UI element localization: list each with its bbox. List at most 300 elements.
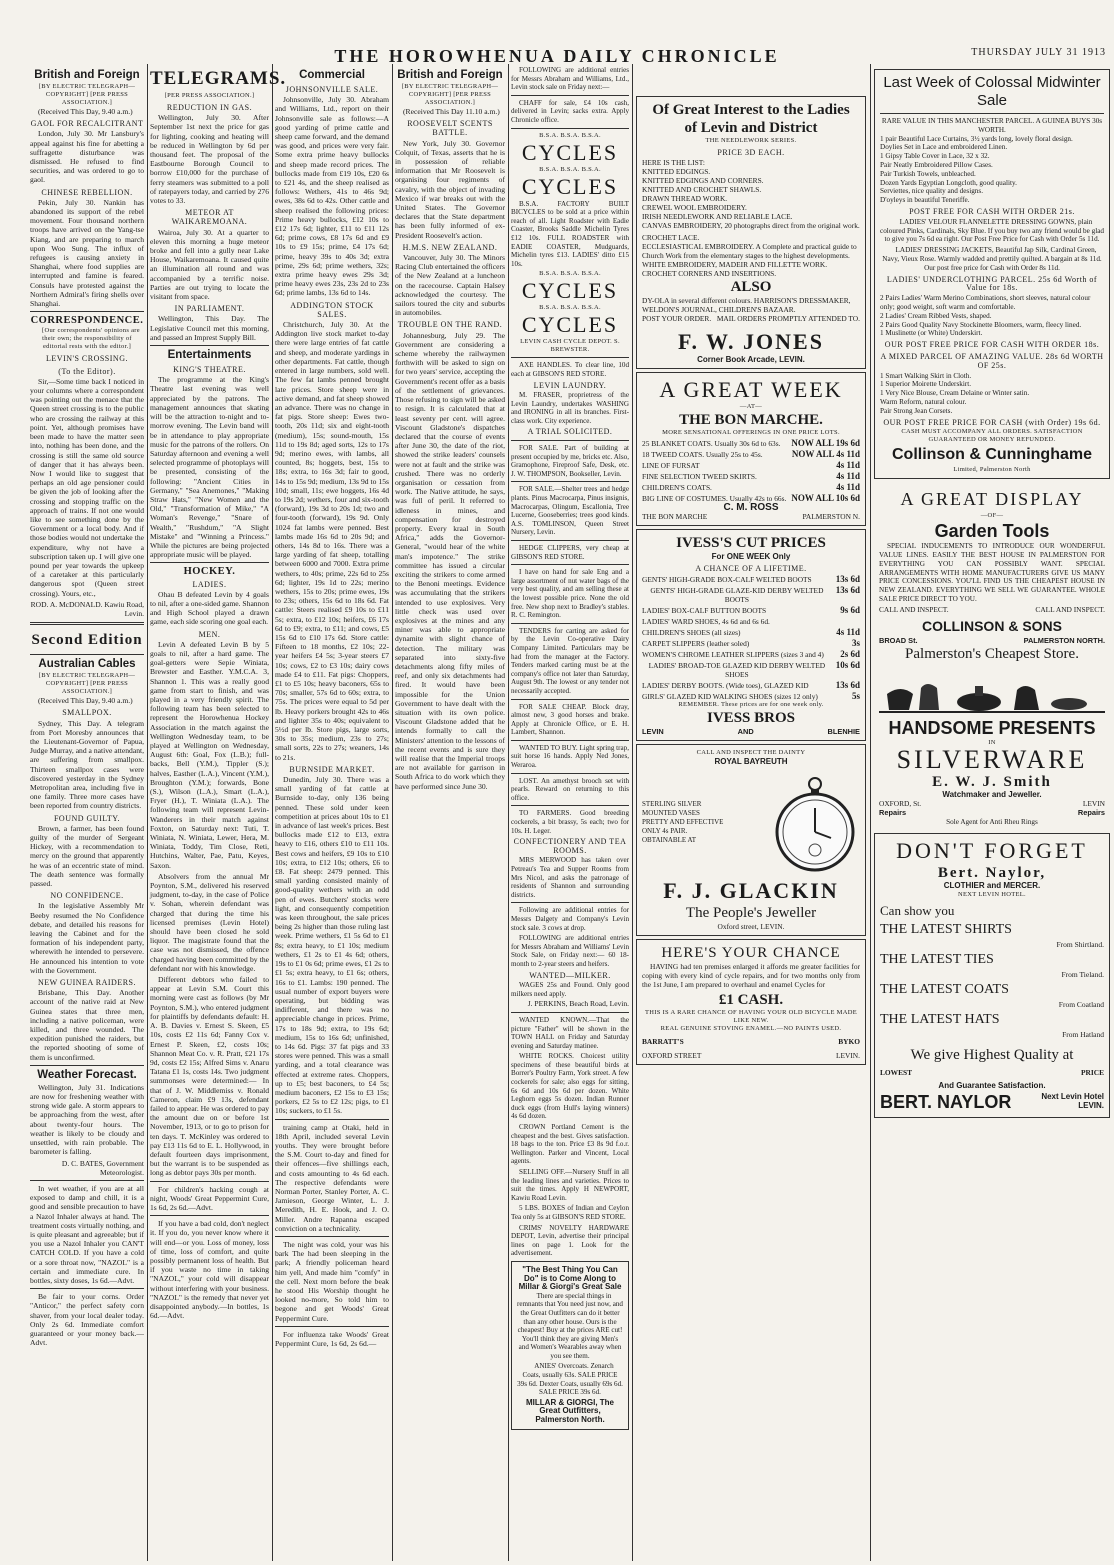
list-item: IRISH NEEDLEWORK AND RELIABLE LACE.	[642, 212, 793, 221]
price-row-price: 4s 11d	[836, 471, 860, 481]
bsa-banner: B.S.A. B.S.A. B.S.A.	[539, 165, 601, 173]
pocket-watch-illustration	[770, 772, 860, 872]
parcel-list	[880, 135, 1104, 205]
divider	[511, 95, 629, 96]
ad-tagline: A TRIAL SOLICITED.	[527, 427, 613, 437]
advertiser-town: LEVIN.	[835, 1051, 860, 1060]
price-row	[642, 628, 860, 637]
ad-service: Repairs	[879, 807, 907, 817]
advertiser-address: OXFORD, St.	[879, 799, 922, 809]
ad-note: OBTAINABLE AT	[642, 835, 697, 844]
ad-body: ANIES' Overcoats. Zenarch Coats, usually 63s. SALE PRICE 39s 6d. Dexter Coats, usually 69s 6d. SALE PRICE 39s 6d.	[517, 1362, 623, 1397]
article-body: Brown, a farmer, has been found guilty of the murder of Sergeant Hickey, with a recommendation to mercy on the ground that apparently he was of an eccentric state of mind. The death sentence was formally passed.	[30, 823, 144, 889]
advertiser-address: NEXT LEVIN HOTEL.	[958, 891, 1026, 899]
article-heading: NO CONFIDENCE.	[50, 891, 124, 901]
letter-body: Sir,—Some time back I noticed in your columns where a correspondent was pointing out the menace that the Queen street crossing is to the public who are crossing the railway at this point. Yet, although promises have been made to have the matter seen into, nothing has been done, and the crossing is still the same old source of danger that it has always been. Now I would like to suggest that perhaps an old age pensioner could be given the job of looking after the crossing and stopping traffic on the approach of trains. If not one would like to see something done by the Government or a local body. And if those bodies would not undertake the expenditure, why not have a subscription taken up. I will give one pound per year towards the upkeep of a caretaker at this particularly dangerous spot (Queen street crossing). Yours, etc.,	[30, 376, 144, 598]
ad-heading: CONFECTIONERY AND TEA ROOMS.	[513, 837, 627, 855]
masthead	[0, 0, 1114, 64]
classified-ad: FOR SALE CHEAP. Block dray, almost new, 3 good horses and brake. Apply at Chronicle Office, or E. H. Lambert, Shannon.	[511, 702, 629, 737]
price-row	[642, 586, 860, 604]
divider	[511, 440, 629, 441]
article-body: Pekin, July 30. Nankin has abandoned its support of the rebel movement. Four thousand northern troops have arrived on the Yang-tse Kiang, and are preparing to march upon Woo Sung. The influx of refugees is causing anxiety in Shanghai, where food supplies are interrupted and famine is feared. Consuls have protested against the Northern Admiral's firing shells over Shanghai.	[30, 197, 144, 309]
ad-subheading: THE NEEDLEWORK SERIES.	[705, 137, 797, 144]
classified-ad: FOLLOWING are additional entries for Messrs Abraham and Williams, Ltd., Levin stock sale on Friday next:—	[511, 66, 629, 92]
ad-subheading: MORE SENSATIONAL OFFERINGS IN ONE PRICE LOTS.	[662, 429, 840, 436]
price-row-item: 25 BLANKET COATS. Usually 30s 6d to 63s.	[642, 439, 781, 448]
article-body: New York, July 30. Governor Colquit, of Texas, asserts that he is in possession of reliable information that Mr Roosevelt is organising four regiments of cavalry, with the object of invading Mexico if war breaks out with the United States. The Governor declares that the State department has been fully informed of ex-President Roosevelt's action.	[395, 138, 505, 240]
divider	[511, 128, 629, 129]
millar-giorgi-ad	[511, 1261, 629, 1430]
column-2	[150, 66, 287, 1559]
classified-ad: I have on hand for sale Eng and a large assortment of nut water bags of the very best quality, and am selling these at the lowest possible price. None the old free. New shop next to Bradley's stables. R. C. Remington.	[511, 568, 629, 620]
collinson-sale-ad	[874, 69, 1110, 479]
ad-item: THE LATEST HATS	[880, 1012, 1000, 1028]
advertiser-town: PALMERSTON NORTH.	[1023, 635, 1105, 645]
article-heading: SMALLPOX.	[62, 708, 112, 718]
divider	[275, 1326, 389, 1327]
divider	[511, 740, 629, 741]
ad-heading: LEVIN LAUNDRY.	[533, 380, 607, 390]
price-row	[642, 639, 860, 648]
price-row-item: WOMEN'S CHROME LEATHER SLIPPERS (sizes 3 and 4)	[642, 650, 824, 659]
article-heading: REDUCTION IN GAS.	[166, 103, 253, 112]
editorial-note: [Our correspondents' opinions are their own; the responsibility of editorial rests with the editor.]	[42, 327, 140, 351]
article-body: Wairoa, July 30. At a quarter to eleven this morning a huge meteor broke and fell into a gully near Lake House, Waikaremoana. It caused quite an illumination all round and was accompanied by a terrific noise. Parties are out trying to locate the visitant from space.	[150, 227, 269, 302]
price-row-price: 2s 6d	[840, 649, 860, 659]
price-row-item: GIRLS' GLAZED KID WALKING SHOES (sizes 12 only)	[642, 692, 818, 701]
article-body: Johnsonville, July 30. Abraham and Williams, Ltd., report on their Johnsonville sale as follows:—A good yarding of prime cattle and sheep came forward, and the demand was good, and prices were very fair. Some extra prime heavy bullocks and sheep made record prices. The bullocks made from £19 10s, £20 6s to £21 4s, and the sheep realised as follows: Wethers, 41s to 46s 9d; ewes, 38s 6d to 42s. Other cattle and sheep realised the following prices: Prime heavy bullocks, £12 10s to £12 17s 6d; lighter, £11 to £11 12s 6d; prime cows, £8 17s 6d and £9 10s to £9 15s; prime, £4 17s 6d; prime, heavy 39s to 40s 3d; extra prime, 29s 6d; prime wethers, 32s; extra prime heavy ewes 29s 3d; prime heavy ewes 23s, 23s 2d to 23s 6d; prime lambs, 13s 6d to 14s.	[275, 95, 389, 298]
ad-body: PRICE	[1081, 1068, 1104, 1078]
ad-subheading: A MIXED PARCEL OF AMAZING VALUE. 28s 6d WORTH OF 25s.	[880, 351, 1104, 370]
column-rule	[870, 64, 871, 1561]
article-body: Ohau B defeated Levin by 4 goals to nil, after a one-sided game. Shannon and High School played a drawn game, each side scoring one goal each.	[150, 589, 269, 627]
classified-ad: MRS MERWOOD has taken over Petreau's Tea and Supper Rooms from Mrs Nicol, and asks the patronage of residents of Shannon and surrounding districts.	[511, 856, 629, 899]
silverware-illustration	[879, 674, 1105, 714]
price-row-item: 18 TWEED COATS. Usually 25s to 45s.	[642, 450, 763, 459]
ad-price: OUR POST FREE PRICE FOR CASH (with Order) 19s 6d.	[883, 417, 1101, 427]
ad-price: POST FREE FOR CASH WITH ORDER 21s.	[909, 206, 1075, 216]
ad-heading: A GREAT WEEK	[659, 377, 843, 402]
classified-ad: FOR SALE. Part of building at present occupied by me, bricks etc. Also, Gramophone, Fireproof Safe, Desk, etc. J. W. THOMPSON, Bookseller, Levin.	[511, 444, 629, 478]
divider	[511, 699, 629, 700]
parcel-list	[880, 294, 1104, 338]
ad-subheading: —OF—	[980, 512, 1004, 520]
list-item: Pair Strong Jean Corsets.	[880, 406, 953, 415]
advertiser-name: F. W. JONES	[678, 329, 824, 354]
price-row-price: 10s 6d	[835, 660, 860, 670]
article-heading: NEW GUINEA RAIDERS.	[37, 978, 136, 988]
section-heading: CORRESPONDENCE.	[30, 315, 144, 327]
price-row	[642, 661, 860, 679]
article-heading: METEOR AT WAIKAREMOANA.	[171, 208, 248, 227]
ad-note: REAL GENUINE STOVING ENAMEL.—NO PAINTS USED.	[660, 1025, 842, 1032]
ad-subheading: A CHANCE OF A LIFETIME.	[695, 564, 807, 573]
advertiser-name: Bert. Naylor,	[937, 865, 1047, 882]
bicycle-ad: B.S.A. FACTORY BUILT BICYCLES to be sold at a price within reach of all. Light Roadster with Eadie Coaster, Brooks Saddle Michelin Tyres £12 10s. FULL ROADSTER with EADIE COASTER, Mudguards, Michelin tyres £13. LADIES' ditto £15 10s.	[511, 199, 629, 268]
column-4	[395, 66, 505, 1559]
advertiser-name: C. M. ROSS	[723, 502, 779, 513]
classified-ad: HEDGE CLIPPERS, very cheap at GIBSON'S RED STORE.	[511, 544, 629, 561]
column-7-display-ads	[874, 66, 1110, 1559]
list-item: Pair Neatly Embroidered Pillow Cases.	[880, 160, 993, 169]
section-heading: Entertainments	[167, 349, 252, 362]
ad-price: £1 CASH.	[718, 992, 784, 1008]
price-row-item: LADIES' DERBY BOOTS. (Wide toes), GLAZED KID	[642, 681, 809, 690]
ad-heading: Of Great Interest to the Ladies	[652, 102, 850, 118]
ad-item-source: From Coatland	[1058, 1000, 1104, 1010]
list-item: 1 Muslinette (or White) Underskirt.	[880, 329, 983, 338]
price-row	[642, 483, 860, 492]
byline: [PER PRESS ASSOCIATION.]	[164, 92, 255, 99]
classified-ad: FOLLOWING are additional entries for Messrs Abraham and Williams' Levin Stock Sale, on Friday next:— 60 18-month to 2-year steers and heifers.	[511, 934, 629, 968]
ad-heading: A GREAT DISPLAY	[900, 489, 1084, 510]
divider	[511, 902, 629, 903]
section-heading: TELEGRAMS.	[150, 68, 287, 89]
price-row-price: NOW ALL 19s 6d	[791, 438, 860, 448]
section-heading: HOCKEY.	[183, 566, 236, 578]
ad-footer: PALMERSTON N.	[802, 512, 860, 521]
article-body: Christchurch, July 30. At the Addington live stock market to-day there were large entries of fat cattle and sheep, and moderate yardings in other departments. Fat cattle, though entered in large numbers, sold well. The few fat lambs penned brought late prices. Store sheep were in active demand, and fat sheep showed an advance. There was no change in fat pigs. Store sheep: Ewes two-tooth, 20s 11d; six and eight-tooth (medium), 15s; sound-mouth, 15s 11d to 19s 8d; aged sorts, 12s to 17s 9d; merino ewes, with lambs, all counted, 8s; hoggets, best, 15s to 18s; extra, to 16s 3d; fair to good, 14s to 15s 9d; medium, 13s 9d to 15s 10d; small, 11s; ewe hoggets, 16s 4d to 19s 2d; wethers, four and six-tooth (forward), 19s 3d to 20s 1d; two and four-tooth (forward), 19s 9d. Only 1024 fat lambs were penned. Best lambs made 16s 6d to 20s 9d; and others, 14s 8d to 16s. There was a large yarding of fat sheep, totalling between 6000 and 7000. Extra prime wethers, to 40s; prime, 22s 6d to 25s 6d; lighter, 19s 1d to 22s; merino wethers, 15s to 20s; prime ewes, 19s to 23s; others, 15s 6d to 18s 6d. Fat cattle: Steers realised £9 10s to £11 5s; extra, to £12 10s; heifers, £6 17s 6d to £9; extra, to £11; and cows, £5 15s 6d to £10 17s 6d. Store cattle: Fifteen to 18 months, £2 10s; 22-year heifers £4 5s; 3-year steers £7 10s; cows, £2 to £3 10s; dairy cows made £4 to £11. Fat pigs: Choppers, £1 to £5 10s; heavy baconers, 65s to 70s; smaller, 57s 6d to 60s; extra, to 75s. The prices were equal to 5d per lb. Heavy porkers brought 42s to 46s and lighter 35s to 40s; equivalent to 5½d per lb. Store pigs, large sorts, 30s to 35s; medium, 23s to 27s; small sorts, 22s to 27s; weaners, 14s to 21s.	[275, 320, 389, 762]
ad-body: LADIES' VELOUR FLANNELETTE DRESSING GOWNS, plain coloured Pinks, Cardinals, Sky Blue. If you buy two any friend would be glad to give you 7s 6d ea right. Our Post Free Price for Cash with Order 5s 11d.	[880, 217, 1104, 244]
bsa-banner: B.S.A. B.S.A. B.S.A.	[539, 131, 601, 139]
list-item: Doylies Set in Lace and embroidered Linen.	[880, 143, 1008, 152]
article-heading: LEVIN'S CROSSING.	[46, 354, 128, 364]
column-rule	[508, 64, 509, 1561]
ad-item-source: From Tieland.	[1061, 970, 1104, 980]
advertiser-name: J. PERKINS, Beach Road, Levin.	[527, 999, 629, 1009]
classified-ad: WHITE ROCKS. Choicest utility specimens of these beautiful birds at Borrer's Poultry Farm, York street. A few cockerels for sale; also eggs for sitting, 6s 6d and 10s 6d per dozen. White Leghorn eggs 5s dozen. Indian Runner duck eggs (from Hull's laying winners) 4s 6d dozen.	[511, 1052, 629, 1121]
ad-subheading: For ONE WEEK Only	[711, 552, 791, 561]
price-row-item: LADIES' WARD SHOES, 4s 6d and 6s 6d.	[642, 617, 770, 626]
price-row	[642, 575, 860, 584]
advertiser-brand: BYKO	[838, 1037, 860, 1046]
column-rule	[272, 64, 273, 1561]
ad-note: Sole Agent for Anti Rheu Rings	[946, 817, 1038, 826]
advertisement-text: Be fair to your corns. Order "Anticor," the perfect safety corn shaver, from your local dealer today. Only 2s 6d. Immediate comfort guaranteed or your money back.—Advt.	[30, 1292, 144, 1348]
price-row-price: 5s	[851, 691, 860, 701]
ivess-ad	[636, 529, 866, 741]
bon-marche-items	[642, 439, 860, 503]
ad-item: MOUNTED VASES	[642, 808, 700, 817]
list-item: Serviettes, nice quality and designs.	[880, 187, 983, 196]
ad-body: SPECIAL INDUCEMENTS TO INTRODUCE OUR WONDERFUL VALUE LINES. EASILY THE BEST HOUSE IN PALMERSTON FOR EVERYTHING YOU CAN POSSIBLY WANT. SPECIAL ARRANGEMENTS WITH HOME MANUFACTURERS GIVE US MANY PRICE CONCESSIONS. YOU'LL FIND US THE CHEAPEST HOUSE IN NEW ZEALAND. EVERYTHING WE SELL WE GUARANTEE. WHOLE SALE PRICE DIRECT TO YOU.	[879, 542, 1105, 604]
column-1	[30, 66, 144, 1559]
divider	[30, 1065, 144, 1066]
ad-heading: SILVERWARE	[896, 745, 1088, 775]
ad-heading: WANTED—MILKER.	[529, 970, 611, 980]
ad-location: BLENHIE	[827, 727, 860, 736]
list-heading: HERE IS THE LIST:	[642, 158, 705, 167]
classified-ad: CHAFF for sale, £4 10s cash, delivered in Levin; sacks extra. Apply Chronicle office.	[511, 98, 629, 124]
forecast-signature: D. C. BATES, Government Meteorologist.	[61, 1158, 144, 1177]
article-subheading: (To the Editor).	[58, 366, 116, 376]
needlework-list	[642, 158, 860, 278]
price-row-price: 9s 6d	[840, 605, 860, 615]
advertisement-text: In wet weather, if you are at all exposed to damp and chill, it is a good and sensible precaution to have a Nazol Inhaler always at hand. The treatment costs virtually nothing, and is quite pleasant and agreeable; but if you use a Nazol Inhaler you CAN'T CATCH COLD. If you have a cold or a sore throat now, "NAZOL" is a certain and immediate cure. In bottles, sixty doses, 1s 6d.—Advt.	[30, 1183, 144, 1285]
garden-tools-ad	[874, 482, 1110, 667]
classified-ad: WAGES 25s and Found. Only good milkers need apply.	[511, 981, 629, 998]
list-item: CREWEL WOOL EMBROIDERY.	[642, 203, 747, 212]
ad-heading: THE BON MARCHE.	[679, 412, 823, 428]
advertiser-tagline: The People's Jeweller	[685, 905, 817, 921]
column-6-display-ads	[636, 66, 866, 1559]
list-item: 2 Ladies' Cream Ribbed Vests, shaped.	[880, 311, 992, 320]
price-row-item: BIG LINE OF COSTUMES. Usually 42s to 66s.	[642, 494, 787, 503]
divider	[30, 311, 144, 312]
section-heading: Commercial	[299, 69, 365, 81]
price-row-item: CHILDREN'S COATS.	[642, 483, 712, 492]
divider	[150, 345, 269, 346]
advertiser-address: BROAD St.	[879, 635, 918, 645]
divider	[30, 1288, 144, 1289]
ad-item-source: From Hatland	[1062, 1030, 1104, 1040]
letter-signature: ROD. A. McDONALD. Kawiu Road, Levin.	[30, 599, 144, 618]
advertiser-town: LEVIN.	[1078, 1101, 1104, 1111]
section-heading: Weather Forecast.	[37, 1068, 137, 1081]
column-3	[275, 66, 389, 1559]
price-row-item: GENTS' HIGH-GRADE GLAZE-KID DERBY WELTED BOOTS	[650, 586, 824, 604]
ad-item: THE LATEST SHIRTS	[880, 922, 1012, 938]
advertisement-text: For influenza take Woods' Great Peppermint Cure, 1s 6d, 2s 6d.—	[275, 1329, 389, 1349]
price-row-price: 3s	[851, 638, 860, 648]
naylor-ad	[874, 833, 1110, 1118]
cycles-heading: CYCLES	[521, 173, 619, 199]
ad-note: THIS IS A RARE CHANCE OF HAVING YOUR OLD BICYCLE MADE LIKE NEW.	[645, 1009, 857, 1024]
divider	[30, 622, 144, 625]
divider	[511, 805, 629, 806]
barratt-ad	[636, 939, 866, 1065]
classified-ad: FOR SALE.—Shelter trees and hedge plants. Pinus Macrocarpa, Pinus insignis, Macrocarpas, Olingum, Escallonia, Tree Lucerne, Gooseberries; trees good kinds. A.S. TOMLINSON, Queen Street Nursery, Levin.	[511, 485, 629, 537]
newspaper-title: THE HOROWHENUA DAILY CHRONICLE	[334, 46, 780, 66]
price-row	[642, 439, 860, 448]
article-heading: TROUBLE ON THE RAND.	[397, 320, 503, 330]
ad-price: ONLY 4s PAIR.	[642, 826, 688, 835]
price-row-price: 4s 11d	[836, 460, 860, 470]
price-row-price: 13s 6d	[835, 585, 860, 595]
list-item: WHITE EMBROIDERY, MADEIR AND FILLETTE WORK.	[642, 260, 828, 269]
article-body: The programme at the King's Theatre last evening was well appreciated by the patrons. The management announces that skating will be the attraction to-night and to-morrow evening. The Levin band will be in attendance to play appropriate music for the patrons of the rollers. On Saturday afternoon and evening a well selected programme of photoplays will be presented, consisting of the following: "Ancient Cities in Germany," "Sea Anemones," "Making Straw Hats," "New Women and the Old," "Transformation of Mike," "A Woman's Revenge," "Snare of Wealth," "Rushdum," "A Slight Mistake" and "Winning a Princess." While the pictures are being projected appropriate music will be played.	[150, 375, 269, 560]
classified-ad: CRIMS' NOVELTY HARDWARE DEPOT, Levin, advertise their principal lines on page 1. Look for the advertisement.	[511, 1223, 629, 1258]
price-row-item: CARPET SLIPPERS (leather soled)	[642, 639, 750, 648]
bsa-banner: B.S.A. B.S.A. B.S.A.	[539, 304, 601, 312]
section-heading: Australian Cables	[38, 658, 136, 671]
cycles-heading: CYCLES	[521, 278, 619, 304]
ad-heading: DON'T FORGET	[896, 838, 1088, 864]
classified-ad: CROWN Portland Cement is the cheapest and the best. Gives satisfaction. 18 bags to the ton. Price £3 8s 9d f.o.r. Wellington. Parker and Vincent, Local agents.	[511, 1123, 629, 1166]
ad-heading: ALSO	[730, 279, 772, 295]
article-body: London, July 30. Mr Lansbury's appeal against his fine for abetting a suffragette disturbance was dismissed. He refused to find securities, and was ordered to go to gaol.	[30, 129, 144, 185]
ad-item: STERLING SILVER	[642, 799, 702, 808]
ad-subheading: —AT—	[739, 403, 763, 410]
price-row	[642, 617, 860, 626]
price-row	[642, 692, 860, 701]
ad-heading: IVESS'S CUT PRICES	[676, 535, 826, 551]
ad-heading: of Levin and District	[684, 120, 818, 136]
list-item: D'oyleys in beautiful Teneriffe.	[880, 196, 970, 205]
divider	[511, 623, 629, 624]
ad-body: LOWEST	[880, 1068, 913, 1078]
column-5-classifieds	[511, 66, 629, 1559]
price-row-item: GENTS' HIGH-GRADE BOX-CALF WELTED BOOTS	[642, 575, 812, 584]
ad-price: PRICE 3D EACH.	[717, 148, 785, 157]
ad-heading: Sale	[976, 92, 1008, 109]
article-body: Vancouver, July 30. The Minors Racing Club entertained the officers of the New Zealand at a luncheon on the racecourse. Captain Halsey acknowledged the courtesy. The sailors toured the city and suburbs in automobiles.	[395, 253, 505, 318]
article-heading: BURNSIDE MARKET.	[289, 764, 375, 774]
classified-ad: 5 LBS. BOXES of Indian and Ceylon Tea only 5s at GIBSON'S RED STORE.	[511, 1204, 629, 1221]
cycles-heading: CYCLES	[521, 312, 619, 338]
ad-price: OUR POST FREE PRICE FOR CASH WITH ORDER 18s.	[884, 340, 1100, 350]
byline: [BY ELECTRIC TELEGRAPH—COPYRIGHT] [PER PRESS ASSOCIATION.]	[401, 83, 499, 106]
list-item: KNITTED AND CROCHET SHAWLS.	[642, 185, 762, 194]
smith-silverware-ad	[874, 670, 1110, 830]
ad-body: LADIES' DRESSING JACKETS, Beautiful Jap Silk, Cardinal Green, Navy, Vieux Rose. Warmly wadded and prettily quilted. A bargain at 8s 11d. Our post free price for Cash with Order 8s 11d.	[882, 246, 1102, 272]
glackin-ad	[636, 744, 866, 936]
received-note: (Received This Day, 9.40 a.m.)	[38, 107, 133, 116]
ad-subheading: RARE VALUE IN THIS MANCHESTER PARCEL. A GUINEA BUYS 30s WORTH.	[881, 117, 1103, 134]
classified-ad: Following are additional entries for Messrs Dalgety and Company's Levin stock sale. 3 cows at drop.	[511, 906, 629, 932]
ad-note: CALL AND INSPECT.	[1035, 604, 1105, 614]
article-body: Dunedin, July 30. There was a small yarding of fat cattle at Burnside to-day, only 136 being penned. These sold under keen competition at prices about 10s to £1 in advance of last week's prices. Best bullocks made £12 to £13, extra heavy to £16, others £10 to £11 10s. Best cows and heifers, £9 10s to £10 10s; extra, to £12 10s; others, £6 to £8. Fat sheep: 2479 penned. This small yarding consisted mainly of good-quality wethers with an odd pen of ewes. Butchers' stocks were light, and consequently competition was keen throughout, the sale prices being 2s higher than those ruling last week. Prime wethers, £1 5s 6d to £1 8s; extra heavy, to £1 10s; medium wethers, £1 2s to £1 4s 6d; others, 19s to £1 0s 6d; prime ewes, £1 2s to £1 5s; extra heavy, to £1 6s; others, 16s to £1. Lambs: 190 penned. The usual number of export buyers were operating, but bidding was indifferent, and there was no appreciable change in prices. Prime, 17s to 18s 9d; extra, to 19s 6d; medium, 15s to 16s 6d; unfinished, to 14s 6d. Pigs: 37 fat pigs and 33 stores were penned. This was a small yarding, and a total clearance was effected at extreme rates. Choppers, up to £5; best baconers, to £4 5s; medium baconers, £2 15s to £3 15s; porkers, £2 5s to £2 12s; pigs, to £1 10s; suckers, to £1 5s.	[275, 775, 389, 1116]
divider	[275, 1119, 389, 1120]
article-heading: JOHNSONVILLE SALE.	[285, 85, 379, 94]
advertisement-text: If you have a bad cold, don't neglect it. If you do, you never know where it will end—or you. Loss of money, loss of time, loss of comfort, and quite possibly permanent loss of health. But if you waste no time in taking "NAZOL," your cold will disappear without interfering with your business. "NAZOL" is the remedy that never yet disappointed anybody.—In bottles, 1s 6d.—Advt.	[150, 1219, 269, 1321]
list-item: ECCLESIASTICAL EMBROIDERY. A Complete and practical guide to Church Work from the elementary stages to the highest developments.	[642, 242, 857, 260]
ad-note: CASH MUST ACCOMPANY ALL ORDERS. SATISFACTION GUARANTEED OR MONEY REFUNDED.	[901, 428, 1083, 444]
divider	[880, 113, 1104, 114]
cycles-heading: CYCLES	[521, 139, 619, 165]
advertiser-address: Corner Book Arcade, LEVIN.	[697, 355, 805, 364]
list-item: 2 Pairs Good Quality Navy Stockinette Bloomers, warm, fleecy lined.	[880, 320, 1082, 329]
received-note: (Received This Day 11.10 a.m.)	[403, 107, 500, 116]
advertiser-address: Oxford street, LEVIN.	[717, 922, 785, 931]
ad-footer: THE BON MARCHE	[642, 512, 708, 521]
ad-subheading: LADIES' UNDERCLOTHING PARCEL. 25s 6d Worth of Value for 18s.	[886, 274, 1098, 293]
list-item: CANVAS EMBROIDERY, 20 photographs direct from the original work.	[642, 221, 860, 230]
article-body: Johannesburg, July 29. The Government are considering a scheme whereby the railwaymen forthwith will be asked to sign on for two years' service, accepting the Government's recent offer as a basis of the settlement of grievances. Those refusing to sign will be asked to resign. It is calculated that at least seventy per cent. will agree. Viscount Gladstone's dispatches declared that the course of events after June 30, the date of the riot, showed the strike leaders' counsels were not at fault and the strike was crushed. There was no orderly organisation or cessation from work. The Native attitude, he says, was full of peril. It referred to idleness in mines, and compensation for destroyed property. Every kraal in South Africa," adds the Governor-General, "would hear of the white man's impotence." The strike committee has issued a circular exciting the strikers to come armed to the Benoni meetings. Evidence was accumulating that the strikers intended to use explosives. Very little check was used over explosives at the mines and any miner was able to appropriate dynamite with slight chance of detection. The military was separated into sixty-five detachments along fifty miles of reef, and only six detachments had fired. It would have been impossible for the Union Government to have dealt with the situation with its own police. Viscount Gladstone added that he intends formally to call the Ministers' attention to the lessons of the recent events and is sure they will realise that the Imperial troops are not available for garrison in South Africa to do work which they have performed since June 30.	[395, 330, 505, 791]
ad-item: THE LATEST TIES	[880, 952, 994, 968]
divider	[150, 1215, 269, 1216]
article-body: training camp at Otaki, held in 18th April, included several Levin youths. They were brought before the S.M. Court to-day and fined for their offences—five shillings each, and costs amounting to 4s 6d each. The respective defendants were Norman Porter, Stanley Porter, A. C. Jamieson, George Winter, L. J. Meredith, H. E. Hook, and J. O. Miller. Andre Rapanna escaped conviction on a technicality.	[275, 1122, 389, 1233]
ad-heading: Last Week of Colossal Midwinter	[883, 74, 1101, 91]
classified-ad: WANTED TO BUY. Light spring trap, suit horse 16 hands. Apply Ned Jones, Weraroa.	[511, 743, 629, 770]
ad-item: THE LATEST COATS	[880, 982, 1009, 998]
article-heading: KING'S THEATRE.	[173, 365, 246, 375]
article-heading: ROOSEVELT SCENTS BATTLE.	[407, 119, 493, 138]
article-body: Brisbane, This Day. Another account of the native raid at New Guinea states that three men, including a native policeman, were killed, and three wounded. The expedition punished the raiders, but the reported shooting of some of them is unconfirmed.	[30, 988, 144, 1062]
price-row-price: 13s 6d	[835, 680, 860, 690]
price-row	[642, 450, 860, 459]
list-item: Pair Turkish Towels, unbleached.	[880, 169, 976, 178]
issue-date: THURSDAY JULY 31 1913	[971, 47, 1106, 58]
article-body: Sydney, This Day. A telegram from Port Moresby announces that the Lieutenant-Governor of Papua, Judge Murray, and a native attendant, are suffering from smallpox. Thirteen smallpox cases were discovered yesterday in the Sydney Metropolitan area, including five in one family. Three more cases have been reported from country districts.	[30, 718, 145, 811]
list-item: 1 Very Nice Blouse, Cream Delaine or Winter satin.	[880, 389, 1030, 398]
ad-subheading: IN	[988, 739, 996, 747]
column-rule	[392, 64, 393, 1561]
ad-item-source: From Shirtland.	[1056, 940, 1104, 950]
advertiser-name: COLLINSON & SONS	[921, 617, 1062, 634]
advertiser-tagline: CLOTHIER and MERCER.	[943, 881, 1041, 891]
divider	[511, 481, 629, 482]
classified-ad: LOST. An amethyst brooch set with pearls. Reward on returning to this office.	[511, 776, 629, 802]
ad-body: HAVING had ten premises enlarged it affords me greater facilities for coping with every kind of cycle repairs, and for two months only from the 1st June, I am prepared to overhaul and enamel Cycles for	[642, 962, 860, 989]
article-heading: MEN.	[198, 629, 221, 639]
article-heading: GAOL FOR RECALCITRANT	[30, 119, 144, 129]
received-note: (Received This Day, 9.40 a.m.)	[38, 696, 133, 706]
article-heading: LADIES.	[192, 579, 227, 589]
price-row-price: NOW ALL 4s 11d	[791, 449, 860, 459]
ad-service: Repairs	[1077, 807, 1105, 817]
price-row-item: LADIES' BOX-CALF BUTTON BOOTS	[642, 606, 767, 615]
byline: [BY ELECTRIC TELEGRAPH—COPYRIGHT] [PER PRESS ASSOCIATION.]	[38, 83, 136, 106]
ad-note: CALL AND INSPECT.	[879, 604, 949, 614]
price-row	[642, 681, 860, 690]
price-row	[642, 461, 860, 470]
price-row	[642, 606, 860, 615]
advertiser-name: E. W. J. Smith	[932, 774, 1052, 791]
list-item: DRAWN THREAD WORK.	[642, 194, 728, 203]
ad-body: DY-OLA in several different colours. HARRISON'S DRESSMAKER, WELDON'S JOURNAL, CHILDREN'S BAZAAR.	[642, 296, 851, 314]
price-row-price: 4s 11d	[836, 627, 860, 637]
divider	[511, 773, 629, 774]
price-row-price: 13s 6d	[835, 574, 860, 584]
classified-ad: AXE HANDLES. To clear line, 10d each at GIBSON'S RED STORE.	[511, 361, 629, 378]
ad-heading: "The Best Thing You Can Do" is to Come Along to Millar & Giorgi's Great Sale	[518, 1264, 622, 1292]
list-item: Warm Reform, natural colour.	[880, 397, 967, 406]
list-item: 1 Smart Walking Skirt in Cloth.	[880, 371, 972, 380]
second-edition-heading: Second Edition	[31, 632, 143, 649]
ad-body: There are special things in remnants that You need just now, and the Great Outfitters can do it better than any other house. Ours is the cheapest! Buy at the prices ARE cut! You'll think they are giving Men's and Women's Wearables away when you see them.	[517, 1291, 623, 1360]
ad-location: AND	[737, 727, 754, 736]
classified-ad: SELLING OFF.—Nursery Stuff in all the leading lines and varieties. Prices to suit the times. Apply H NEWPORT, Kawiu Road Levin.	[511, 1168, 629, 1202]
advertiser-address: OXFORD STREET	[642, 1051, 702, 1060]
price-row-item: FINE SELECTION TWEED SKIRTS.	[642, 472, 757, 481]
bon-marche-ad	[636, 372, 866, 526]
divider	[275, 1236, 389, 1237]
price-row	[642, 650, 860, 659]
ad-body: Can show you	[880, 903, 955, 919]
advertiser-name: MILLAR & GIORGI, The Great Outfitters, Palmerston North.	[526, 1397, 614, 1425]
article-body: Wellington, July 30. After September 1st next the price for gas for lighting, cooking and heating will be reduced in Wellington by 6d per thousand feet. The proposal of the Eastbourne Borough Council to borrow £10,000 for the purchase of ferry steamers was submitted to a poll of ratepayers today, and carried by 276 votes to 33.	[150, 113, 269, 206]
advertiser-name: BERT. NAYLOR	[880, 1092, 1012, 1113]
article-heading: FOUND GUILTY.	[53, 813, 121, 823]
classified-ad: WANTED KNOWN.—That the picture "Father" will be shown in the TOWN HALL on Friday and Saturday evening and Saturday matinee.	[511, 1015, 629, 1050]
article-body: In the legislative Assembly Mr Beeby resumed the No Confidence debate, and detailed his reasons for leaving the Cabinet and for the formation of his independent party, wherewith he intended to persevere. He announced his intention to vote with the Government.	[30, 901, 144, 975]
advertiser-name: Collinson & Cunninghame	[892, 446, 1092, 464]
section-heading: British and Foreign	[34, 69, 140, 81]
ad-subheading: CALL AND INSPECT THE DAINTY	[696, 749, 806, 756]
classified-ad: M. FRASER, proprietress of the Levin Laundry, undertakes WASHING and IRONING in all its branches. First-class work. City experience.	[511, 391, 629, 425]
ad-note: POST YOUR ORDER.	[642, 314, 712, 323]
article-body: Absolvers from the annual Mr Poynton, S.M., delivered his reserved judgment, to-day, in the case of Police v. Sohan, wherein defendant was charged that during the time his licensed premises (Levin Hotel) should have been closed he sold liquor. The magistrate found that the case was not dismissed, the offence charged having been committed by the defendant nor with his knowledge.	[150, 871, 269, 973]
ad-note: REMEMBER. These prices are for one week only.	[678, 701, 824, 708]
ad-heading: ROYAL BAYREUTH	[714, 757, 788, 766]
divider	[511, 564, 629, 565]
divider	[150, 562, 269, 563]
column-rule	[632, 64, 633, 1561]
ad-heading: HERE'S YOUR CHANCE	[661, 945, 841, 961]
advertiser-town: LEVIN	[1082, 799, 1105, 809]
advertisement-verse: The night was cold, your was his bark The had been sleeping in the park; A friendly policeman heard him yell, And made him "comfy" in the cell. Next morn before the beak he stood His Worship thought he looked no-more, So told him to begone and get Woods' Great Peppermint Cure.	[275, 1239, 389, 1323]
list-item: 1 Gipsy Table Cover in Lace, 32 x 32.	[880, 152, 990, 161]
price-row-item: LADIES' BROAD-TOE GLAZED KID DERBY WELTED SHOES	[648, 661, 826, 679]
advertiser-tagline: Watchmaker and Jeweller.	[942, 790, 1042, 800]
divider	[30, 1180, 144, 1181]
ad-heading: HANDSOME PRESENTS	[888, 718, 1096, 739]
advertiser-name: LEVIN CASH CYCLE DEPOT. S. BREWSTER.	[520, 338, 620, 354]
advertiser-name: BARRATT'S	[642, 1037, 684, 1046]
price-row-item: LINE OF FURSAT	[642, 461, 700, 470]
price-row-price: NOW ALL 10s 6d	[791, 493, 860, 503]
